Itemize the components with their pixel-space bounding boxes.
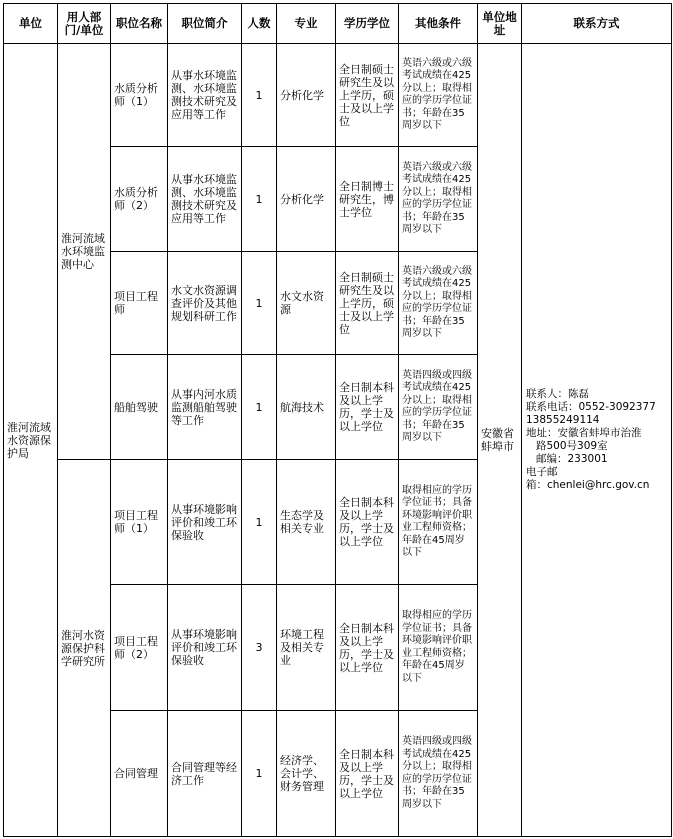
job-title: 项目工程师 xyxy=(111,252,168,355)
department-cell: 淮河流域水环境监测中心 xyxy=(58,44,111,460)
job-title: 合同管理 xyxy=(111,711,168,837)
location-cell: 安徽省蚌埠市 xyxy=(478,44,522,837)
contact-address: 地址：安徽省蚌埠市治淮 xyxy=(526,427,642,439)
header-title: 职位名称 xyxy=(111,4,168,44)
department-cell: 淮河水资源保护科学研究所 xyxy=(58,460,111,837)
job-desc: 从事水环境监测、水环境监测技术研究及应用等工作 xyxy=(168,147,242,252)
header-desc: 职位简介 xyxy=(168,4,242,44)
job-major: 分析化学 xyxy=(277,44,336,147)
contact-address-line2: 路500号309室 xyxy=(536,440,608,452)
job-other-conditions: 英语四级或四级考试成绩在425分以上；取得相应的学历学位证书；年龄在35周岁以下 xyxy=(399,355,478,460)
job-major: 生态学及相关专业 xyxy=(277,460,336,585)
job-other-conditions: 英语六级或六级考试成绩在425分以上；取得相应的学历学位证书；年龄在35周岁以下 xyxy=(399,252,478,355)
recruitment-table xyxy=(3,3,672,837)
job-title: 船舶驾驶 xyxy=(111,355,168,460)
job-other-conditions: 取得相应的学历学位证书；具备环境影响评价职业工程师资格；年龄在45周岁以下 xyxy=(399,585,478,711)
header-dept: 用人部门/单位 xyxy=(58,4,111,44)
job-count: 1 xyxy=(242,460,277,585)
header-unit: 单位 xyxy=(4,4,58,44)
header-location: 单位地址 xyxy=(478,4,522,44)
job-desc: 从事环境影响评价和竣工环保验收 xyxy=(168,460,242,585)
job-education: 全日制本科及以上学历，学士及以上学位 xyxy=(336,460,399,585)
job-desc: 水文水资源调查评价及其他规划科研工作 xyxy=(168,252,242,355)
header-contact: 联系方式 xyxy=(522,4,672,44)
contact-postcode: 邮编：233001 xyxy=(536,453,608,465)
job-count: 1 xyxy=(242,252,277,355)
job-other-conditions: 取得相应的学历学位证书；具备环境影响评价职业工程师资格；年龄在45周岁以下 xyxy=(399,460,478,585)
contact-email-label: 电子邮 xyxy=(526,466,558,478)
job-count: 3 xyxy=(242,585,277,711)
job-major: 分析化学 xyxy=(277,147,336,252)
job-title: 水质分析师（1） xyxy=(111,44,168,147)
header-count: 人数 xyxy=(242,4,277,44)
job-education: 全日制博士研究生，博士学位 xyxy=(336,147,399,252)
contact-cell xyxy=(522,44,672,837)
job-title: 水质分析师（2） xyxy=(111,147,168,252)
header-major: 专业 xyxy=(277,4,336,44)
contact-mobile: 13855249114 xyxy=(526,414,600,426)
header-row xyxy=(4,4,672,44)
job-count: 1 xyxy=(242,44,277,147)
contact-person: 联系人：陈磊 xyxy=(526,388,589,400)
contact-phone: 联系电话：0552-3092377 xyxy=(526,401,656,413)
job-education: 全日制本科及以上学历，学士及以上学位 xyxy=(336,355,399,460)
job-desc: 从事内河水质监测船舶驾驶等工作 xyxy=(168,355,242,460)
job-major: 环境工程及相关专业 xyxy=(277,585,336,711)
job-education: 全日制硕士研究生及以上学历，硕士及以上学位 xyxy=(336,252,399,355)
job-other-conditions: 英语六级或六级考试成绩在425分以上；取得相应的学历学位证书；年龄在35周岁以下 xyxy=(399,147,478,252)
header-other: 其他条件 xyxy=(399,4,478,44)
contact-email: 箱：chenlei@hrc.gov.cn xyxy=(526,479,650,491)
job-desc: 从事水环境监测、水环境监测技术研究及应用等工作 xyxy=(168,44,242,147)
job-count: 1 xyxy=(242,355,277,460)
job-education: 全日制硕士研究生及以上学历，硕士及以上学位 xyxy=(336,44,399,147)
job-major: 经济学、会计学、财务管理 xyxy=(277,711,336,837)
header-edu: 学历学位 xyxy=(336,4,399,44)
job-desc: 从事环境影响评价和竣工环保验收 xyxy=(168,585,242,711)
job-other-conditions: 英语六级或六级考试成绩在425分以上；取得相应的学历学位证书；年龄在35周岁以下 xyxy=(399,44,478,147)
job-major: 水文水资源 xyxy=(277,252,336,355)
job-education: 全日制本科及以上学历，学士及以上学位 xyxy=(336,711,399,837)
job-other-conditions: 英语四级或四级考试成绩在425分以上；取得相应的学历学位证书；年龄在35周岁以下 xyxy=(399,711,478,837)
job-education: 全日制本科及以上学历，学士及以上学位 xyxy=(336,585,399,711)
table-row xyxy=(4,44,672,147)
job-major: 航海技术 xyxy=(277,355,336,460)
job-title: 项目工程师（2） xyxy=(111,585,168,711)
job-count: 1 xyxy=(242,711,277,837)
job-title: 项目工程师（1） xyxy=(111,460,168,585)
job-desc: 合同管理等经济工作 xyxy=(168,711,242,837)
unit-cell: 淮河流域水资源保护局 xyxy=(4,44,58,837)
job-count: 1 xyxy=(242,147,277,252)
